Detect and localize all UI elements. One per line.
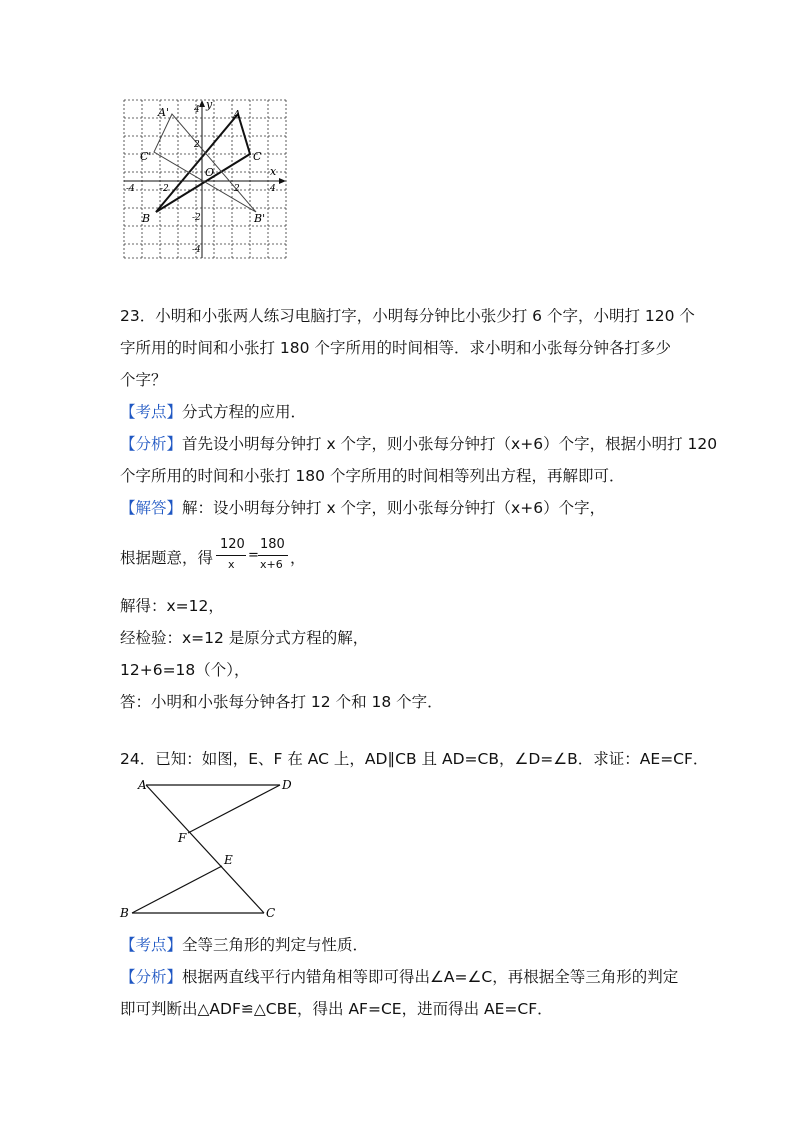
fraction-1-bar xyxy=(216,555,246,556)
q23-line2: 字所用的时间和小张打 180 个字所用的时间相等．求小明和小张每分钟各打多少 xyxy=(120,339,671,357)
kaodian-tag: 【考点】 xyxy=(120,936,183,954)
q24-fenxi-line2: 即可判断出△ADF≌△CBE，得出 AF=CE，进而得出 AE=CF． xyxy=(120,1000,553,1018)
label-b: B xyxy=(142,212,151,225)
segment-be xyxy=(132,866,222,913)
label-axis-x: x xyxy=(270,165,277,178)
triangle-abc xyxy=(156,114,250,212)
tick-y-neg4: -4 xyxy=(192,245,201,255)
tick-x-neg4: -4 xyxy=(126,184,135,194)
q23-fenxi-line1 xyxy=(120,434,717,454)
label-e: E xyxy=(224,853,233,867)
kaodian-tag: 【考点】 xyxy=(120,403,183,421)
label-a: A xyxy=(233,108,241,121)
q23-kaodian xyxy=(120,402,306,422)
q23-answer: 答：小明和小张每分钟各打 12 个和 18 个字． xyxy=(120,693,443,711)
tick-y-neg2: -2 xyxy=(192,213,201,223)
q23-jieda xyxy=(120,498,605,518)
q24-line1: 24．已知：如图，E、F 在 AC 上，AD∥CB 且 AD=CB，∠D=∠B．求证：AE=CF． xyxy=(120,750,709,768)
label-b: B xyxy=(120,906,129,920)
fenxi-tag: 【分析】 xyxy=(120,435,183,453)
q23-solution-1: 解得：x=12， xyxy=(120,597,224,615)
q24-kaodian xyxy=(120,935,368,955)
tick-x-neg2: -2 xyxy=(160,184,169,194)
tick-y-4: 4 xyxy=(194,105,200,115)
label-c: C xyxy=(253,150,262,163)
q23-line1: 23．小明和小张两人练习电脑打字，小明每分钟比小张少打 6 个字，小明打 120 个 xyxy=(120,307,695,325)
fraction-2 xyxy=(256,535,290,575)
fraction-2-denominator: x+6 xyxy=(260,558,283,571)
q23-fenxi-line2: 个字所用的时间和小张打 180 个字所用的时间相等列出方程，再解即可． xyxy=(120,467,625,485)
label-f: F xyxy=(178,831,187,845)
label-a-prime: A' xyxy=(158,106,169,119)
fraction-1-denominator: x xyxy=(228,558,235,571)
grid-lines xyxy=(124,100,286,258)
label-c-prime: C' xyxy=(140,150,152,163)
label-a: A xyxy=(138,778,147,792)
equation-prefix: 根据题意，得 xyxy=(120,549,214,567)
q23-line3: 个字？ xyxy=(120,371,167,389)
tick-x-4: 4 xyxy=(270,184,276,194)
q24-fenxi-line1 xyxy=(120,967,678,987)
fenxi-tag: 【分析】 xyxy=(120,968,183,986)
equation-suffix: ， xyxy=(290,549,306,567)
kaodian-text: 分式方程的应用． xyxy=(182,403,307,421)
tick-y-2: 2 xyxy=(194,140,200,150)
tick-x-2: 2 xyxy=(234,184,240,194)
label-d: D xyxy=(282,778,292,792)
jieda-text: 解：设小明每分钟打 x 个字，则小张每分钟打（x+6）个字， xyxy=(182,499,606,517)
fraction-1-numerator: 120 xyxy=(220,537,245,552)
q23-solution-2: 经检验：x=12 是原分式方程的解， xyxy=(120,629,369,647)
fenxi-text: 根据两直线平行内错角相等即可得出∠A=∠C，再根据全等三角形的判定 xyxy=(182,968,679,986)
fraction-1 xyxy=(214,535,248,575)
label-axis-y: y xyxy=(206,98,213,111)
equation-equals: = xyxy=(248,548,259,563)
label-c: C xyxy=(266,906,276,920)
segment-df xyxy=(188,785,280,833)
coordinate-graph xyxy=(120,96,290,262)
segment-ac xyxy=(146,785,264,913)
x-axis-arrow xyxy=(279,178,286,184)
label-b-prime: B' xyxy=(254,212,266,225)
geometry-figure xyxy=(116,774,296,924)
kaodian-text: 全等三角形的判定与性质． xyxy=(182,936,369,954)
y-axis-arrow xyxy=(199,100,205,107)
fraction-2-bar xyxy=(258,555,288,556)
fraction-2-numerator: 180 xyxy=(260,537,285,552)
label-origin: O xyxy=(205,166,215,179)
q23-solution-3: 12+6=18（个）， xyxy=(120,661,250,679)
jieda-tag: 【解答】 xyxy=(120,499,183,517)
fenxi-text: 首先设小明每分钟打 x 个字，则小张每分钟打（x+6）个字，根据小明打 120 xyxy=(182,435,718,453)
